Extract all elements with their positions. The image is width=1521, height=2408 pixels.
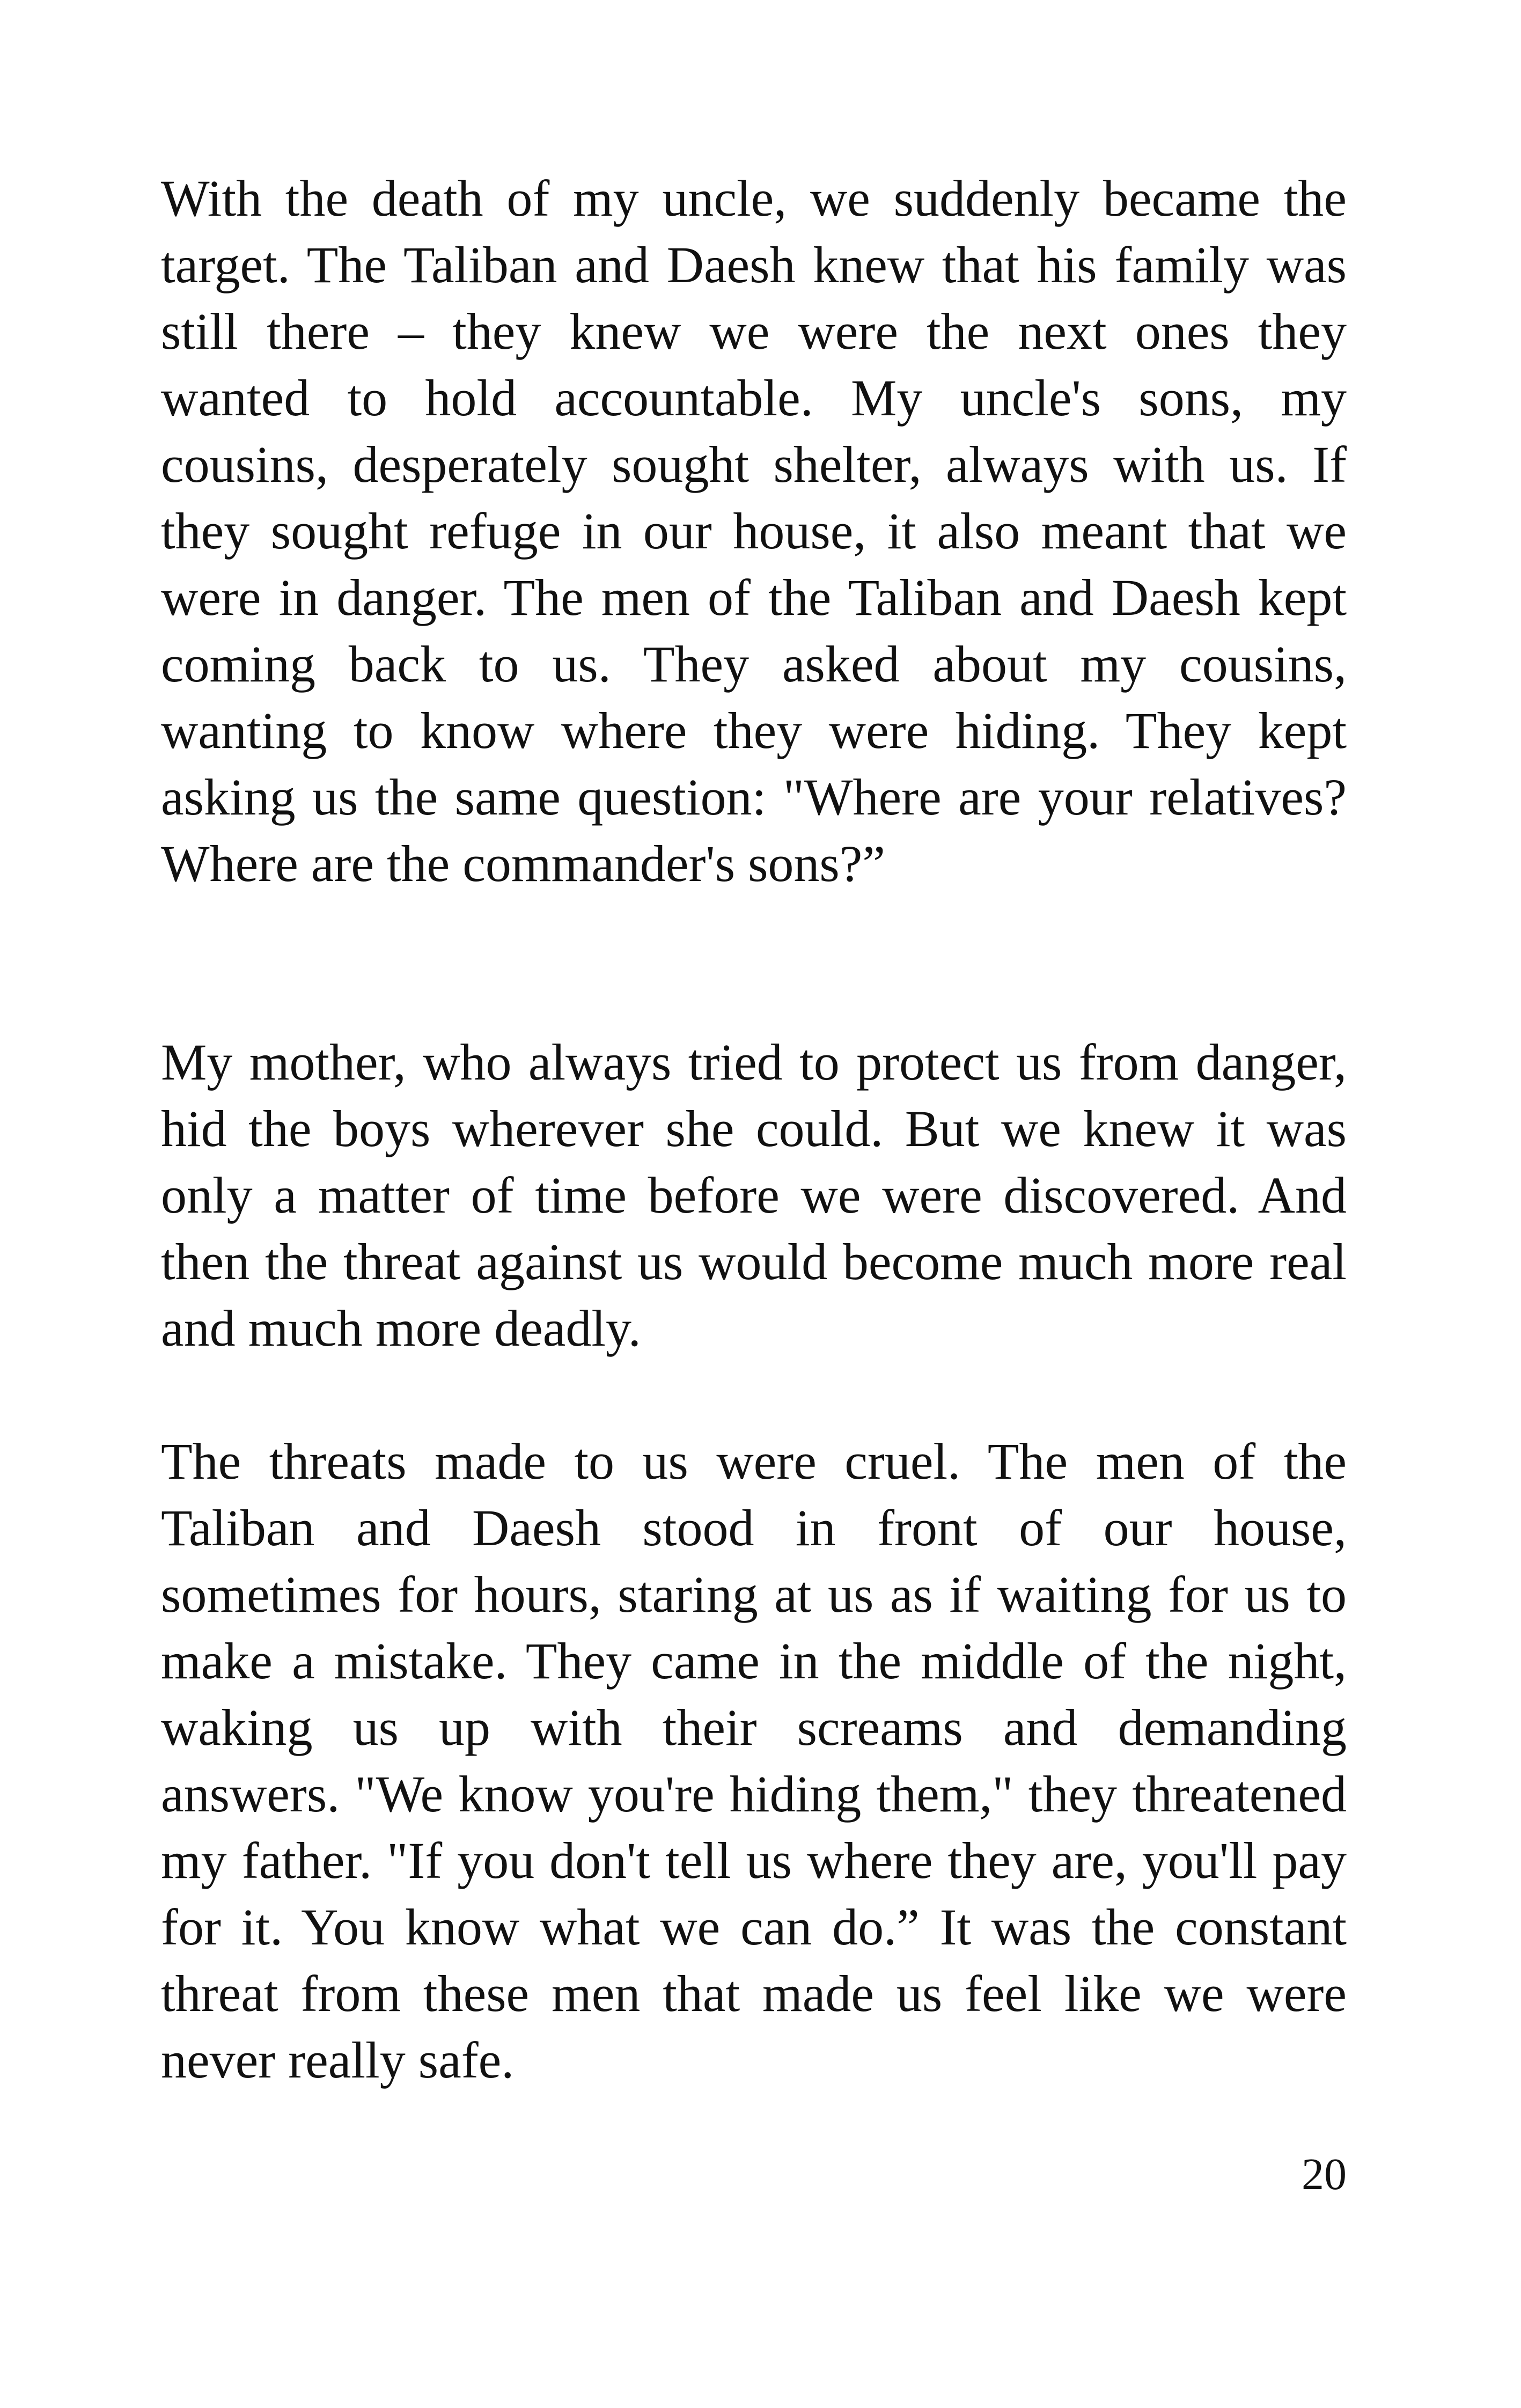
paragraph-threats: The threats made to us were cruel. The men of the Taliban and Daesh stood in front of our house, sometimes for hours, staring at us as if waiting for us to make a mistake. They came in the middle of the night, waking us up with their screams and demanding answers. "We know you're hiding them," they threatened my father. "If you don't tell us where they are, you'll pay for it. You know what we can do.” It was the constant threat from these men that made us feel like we were never really safe. xyxy=(161,1433,1347,2089)
paragraph-uncle-death: With the death of my uncle, we suddenly became the target. The Taliban and Daesh knew that his family was still there – they knew we were the next ones they wanted to hold accountable. My uncle's sons, my cousins, desperately sought shelter, always with us. If they sought refuge in our house, it also meant that we were in danger. The men of the Taliban and Daesh kept coming back to us. They asked about my cousins, wanting to know where they were hiding. They kept asking us the same question: "Where are your relatives? Where are the commander's sons?” xyxy=(161,170,1347,892)
paragraph-mother-hiding: My mother, who always tried to protect us from danger, hid the boys wherever she could. But we knew it was only a matter of time before we were discovered. And then the threat against us would become much more real and much more deadly. xyxy=(161,1033,1347,1357)
page-number: 20 xyxy=(1302,2149,1347,2199)
